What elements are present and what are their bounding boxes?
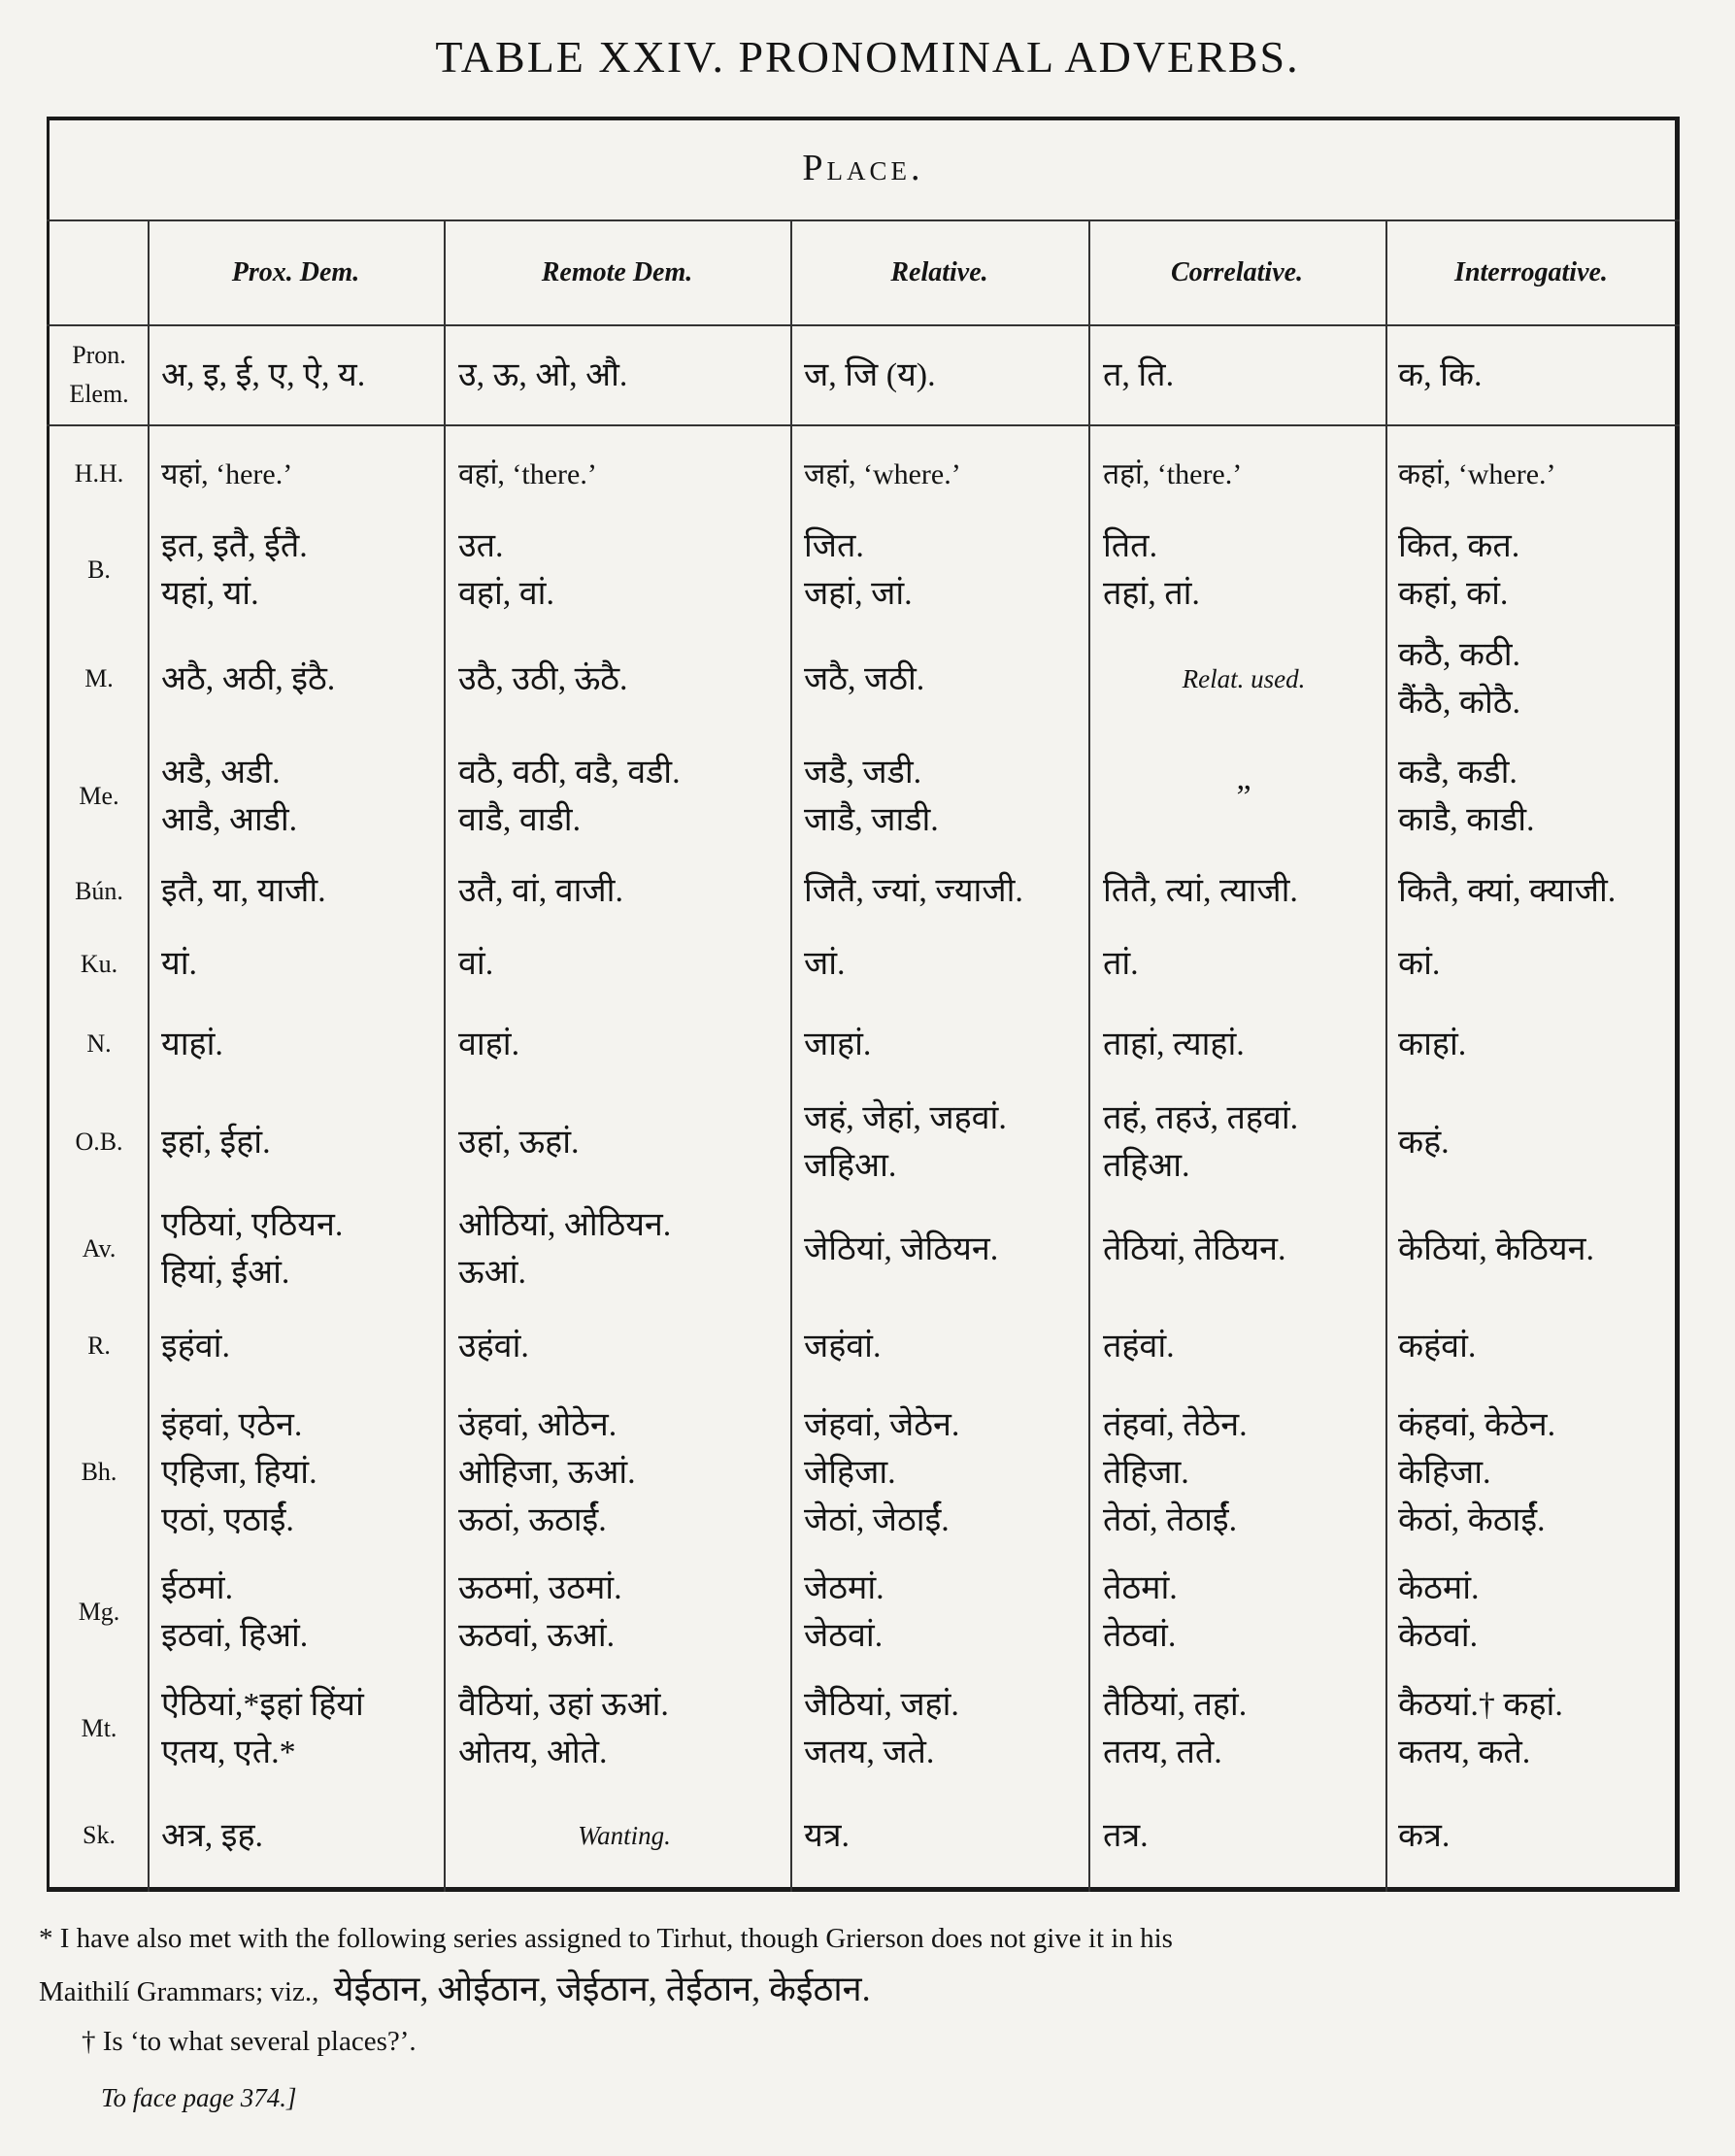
remote-dem-cell: उतै, वां, वाजी. [458, 873, 623, 909]
correlative-cell: तित. तहां, तां. [1103, 528, 1200, 612]
relative-cell: जेठमां. जेठवां. [804, 1570, 884, 1654]
remote-dem-cell: उहंवां. [458, 1328, 529, 1364]
relative-cell: जडै, जडी. जाडै, जाडी. [804, 755, 939, 838]
correlative-cell: तत्र. [1103, 1817, 1149, 1854]
row-abbr: Ku. [80, 949, 118, 978]
remote-dem-cell: ओठियां, ओठियन. ऊआं. [458, 1207, 672, 1291]
row-abbr: N. [86, 1029, 112, 1058]
relative-cell: यत्र. [804, 1817, 850, 1854]
header-rule [47, 324, 1680, 326]
header-relative: Relative. [890, 257, 988, 287]
relative-cell: जहं, जेहां, जहवां. जहिआ. [804, 1100, 1007, 1184]
pron-elem-rule [47, 424, 1680, 426]
prox-dem-cell: यां. [161, 946, 198, 982]
prox-dem-cell: यहां, ‘here.’ [161, 457, 293, 490]
interrogative-cell: कहां, ‘where.’ [1398, 457, 1556, 490]
remote-dem-cell: वाहां. [458, 1026, 520, 1062]
correlative-cell: तेठियां, तेठियन. [1103, 1230, 1286, 1267]
column-divider [790, 221, 792, 1892]
interrogative-cell: कडै, कडी. काडै, काडी. [1398, 755, 1535, 838]
prox-dem-cell: एठियां, एठियन. हियां, ईआं. [161, 1207, 344, 1291]
header-remote-dem: Remote Dem. [541, 257, 693, 287]
remote-dem-cell: उंहवां, ओठेन. ओहिजा, ऊआं. ऊठां, ऊठाईं. [458, 1406, 636, 1538]
prox-dem-cell: अठै, अठी, इंठै. [161, 660, 336, 697]
row-abbr: H.H. [74, 459, 124, 488]
prox-dem-cell: इतै, या, याजी. [161, 873, 326, 909]
column-divider [444, 221, 446, 1892]
correlative-cell: ” [1236, 778, 1251, 815]
relative-cell: जहंवां. [804, 1328, 882, 1364]
row-abbr: Bún. [75, 876, 123, 905]
interrogative-cell: कित, कत. कहां, कां. [1398, 528, 1520, 612]
prox-dem-cell: अत्र, इह. [161, 1817, 263, 1854]
prox-dem-cell: ईठमां. इठवां, हिआं. [161, 1570, 309, 1654]
row-abbr: Pron. Elem. [69, 341, 129, 408]
correlative-cell: तंहवां, तेठेन. तेहिजा. तेठां, तेठाईं. [1103, 1406, 1248, 1538]
prox-dem-cell: इहंवां. [161, 1328, 230, 1364]
prox-dem-cell: अ, इ, ई, ए, ऐ, य. [161, 356, 366, 393]
remote-dem-cell: वहां, ‘there.’ [458, 457, 597, 490]
footnote-star-text: Maithilí Grammars; viz., [39, 1976, 319, 2007]
correlative-cell: तहं, तहउं, तहवां. तहिआ. [1103, 1100, 1299, 1184]
remote-dem-cell: उठै, उठी, ऊंठै. [458, 660, 628, 697]
correlative-cell: तैठियां, तहां. ततय, तते. [1103, 1687, 1248, 1770]
prox-dem-cell: ऐठियां,*इहां हिंयां एतय, एते.* [161, 1687, 364, 1770]
remote-dem-cell: ऊठमां, उठमां. ऊठवां, ऊआं. [458, 1570, 622, 1654]
page-title: TABLE XXIV. PRONOMINAL ADVERBS. [435, 32, 1300, 82]
correlative-cell: तहंवां. [1103, 1328, 1175, 1364]
row-abbr: R. [87, 1331, 111, 1360]
relative-cell: जेठियां, जेठियन. [804, 1230, 999, 1267]
prox-dem-cell: अडै, अडी. आडै, आडी. [161, 755, 298, 838]
interrogative-cell: केठियां, केठियन. [1398, 1230, 1594, 1267]
relative-cell: जाहां. [804, 1026, 872, 1062]
correlative-cell: तितै, त्यां, त्याजी. [1103, 873, 1298, 909]
column-divider [1088, 221, 1090, 1892]
interrogative-cell: कठै, कठी. कैंठै, कोठै. [1398, 637, 1521, 721]
interrogative-cell: केठमां. केठवां. [1398, 1570, 1480, 1654]
row-abbr: O.B. [75, 1128, 123, 1156]
interrogative-cell: कहं. [1398, 1124, 1450, 1161]
interrogative-cell: क, कि. [1398, 356, 1483, 393]
header-interrogative: Interrogative. [1454, 257, 1608, 287]
correlative-cell: तहां, ‘there.’ [1103, 457, 1243, 490]
section-heading: Place. [47, 117, 1680, 221]
remote-dem-cell: वठै, वठी, वडै, वडी. वाडै, वाडी. [458, 755, 681, 838]
correlative-cell: त, ति. [1103, 356, 1175, 393]
footnote-star-line1: * I have also met with the following series assigned to Tirhut, though Grierson does not give it in his [39, 1923, 1173, 1954]
face-page-note: To face page 374.] [101, 2083, 297, 2112]
row-abbr: Mt. [81, 1714, 117, 1742]
interrogative-cell: कहंवां. [1398, 1328, 1477, 1364]
remote-dem-cell: उ, ऊ, ओ, औ. [458, 356, 628, 393]
header-correlative: Correlative. [1170, 257, 1304, 287]
row-abbr: Bh. [81, 1458, 117, 1486]
header-prox-dem: Prox. Dem. [231, 257, 360, 287]
remote-dem-cell: वां. [458, 946, 494, 982]
interrogative-cell: कां. [1398, 946, 1441, 982]
column-divider [1385, 221, 1387, 1892]
relative-cell: जित. जहां, जां. [804, 528, 913, 612]
prox-dem-cell: इहां, ईहां. [161, 1124, 271, 1161]
relative-cell: जहां, ‘where.’ [804, 457, 961, 490]
prox-dem-cell: याहां. [161, 1026, 223, 1062]
footnote-dagger: † Is ‘to what several places?’. [82, 2026, 417, 2057]
relative-cell: जां. [804, 946, 846, 982]
row-abbr: Sk. [83, 1821, 116, 1849]
interrogative-cell: कितै, क्यां, क्याजी. [1398, 873, 1617, 909]
footnote-star-line2 [39, 1970, 871, 2011]
row-abbr: Av. [82, 1234, 117, 1263]
footnote-star-series: येईठान, ओईठान, जेईठान, तेईठान, केईठान. [333, 1970, 871, 2008]
remote-dem-cell: Wanting. [578, 1820, 671, 1850]
remote-dem-cell: वैठियां, उहां ऊआं. ओतय, ओते. [458, 1687, 669, 1770]
row-abbr: Mg. [78, 1598, 120, 1626]
prox-dem-cell: इंहवां, एठेन. एहिजा, हियां. एठां, एठाईं. [161, 1406, 317, 1538]
row-abbr: B. [87, 556, 111, 584]
relative-cell: जितै, ज्यां, ज्याजी. [804, 873, 1023, 909]
interrogative-cell: कत्र. [1398, 1817, 1451, 1854]
interrogative-cell: कंहवां, केठेन. केहिजा. केठां, केठाईं. [1398, 1406, 1556, 1538]
correlative-cell: ताहां, त्याहां. [1103, 1026, 1245, 1062]
prox-dem-cell: इत, इतै, ईतै. यहां, यां. [161, 528, 308, 612]
relative-cell: ज, जि (य). [804, 356, 936, 393]
correlative-cell: तां. [1103, 946, 1139, 982]
correlative-cell: तेठमां. तेठवां. [1103, 1570, 1178, 1654]
relative-cell: जठै, जठी. [804, 660, 925, 697]
interrogative-cell: काहां. [1398, 1026, 1467, 1062]
row-abbr: M. [84, 664, 114, 692]
relative-cell: जंहवां, जेठेन. जेहिजा. जेठां, जेठाईं. [804, 1406, 960, 1538]
relative-cell: जैठियां, जहां. जतय, जते. [804, 1687, 959, 1770]
row-abbr: Me. [79, 782, 119, 810]
correlative-cell: Relat. used. [1182, 663, 1306, 693]
interrogative-cell: कैठयां.† कहां. कतय, कते. [1398, 1687, 1563, 1770]
remote-dem-cell: उत. वहां, वां. [458, 528, 554, 612]
remote-dem-cell: उहां, ऊहां. [458, 1124, 580, 1161]
